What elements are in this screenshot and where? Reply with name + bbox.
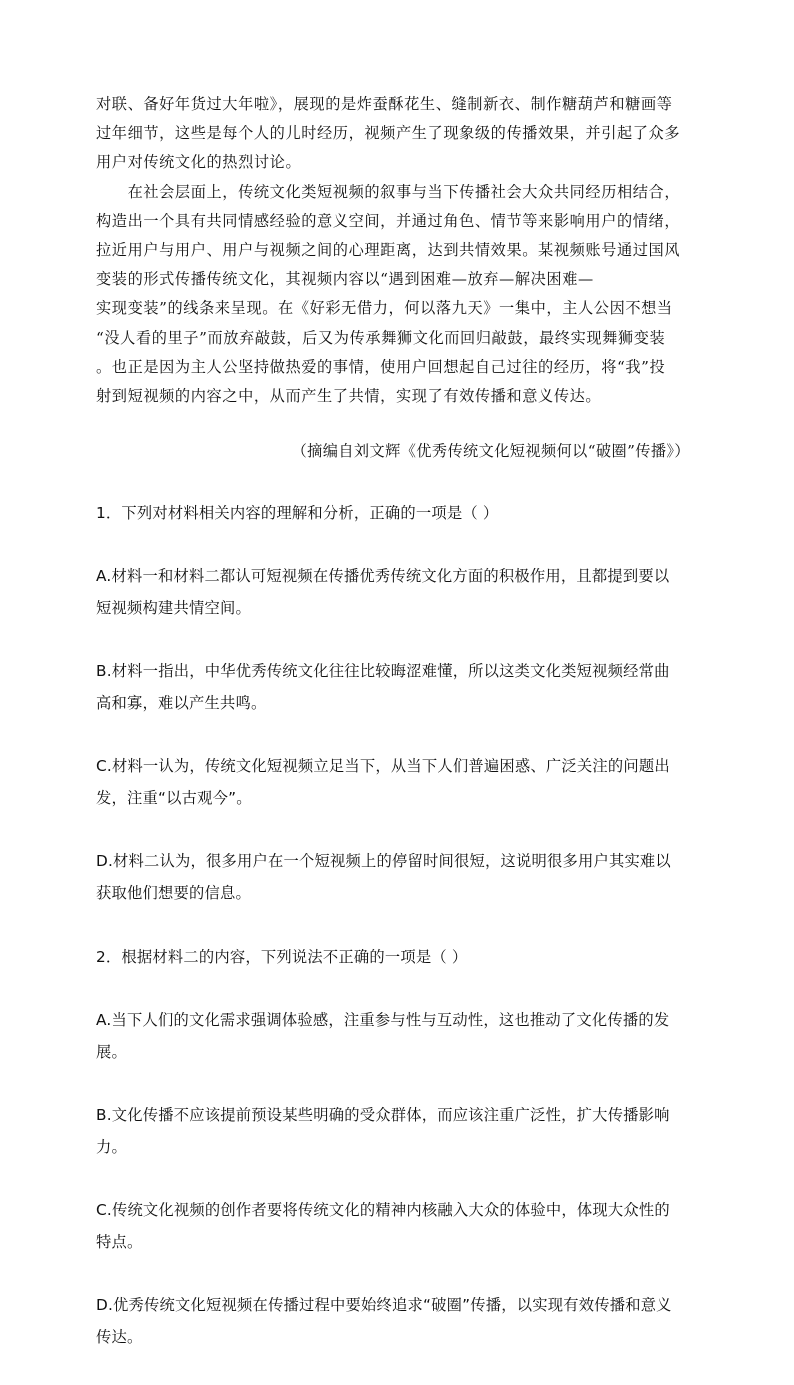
question-2-option-b: B.文化传播不应该提前预设某些明确的受众群体，而应该注重广泛性，扩大传播影响 力。 <box>96 1106 670 1156</box>
question-2-stem: 2．根据材料二的内容，下列说法不正确的一项是（ ） <box>96 947 468 966</box>
question-1-option-a: A.材料一和材料二都认可短视频在传播优秀传统文化方面的积极作用，且都提到要以 短视频构建共情空间。 <box>96 567 670 617</box>
question-2-option-d: D.优秀传统文化短视频在传播过程中要始终追求“破圈”传播，以实现有效传播和意义 传达。 <box>96 1296 672 1346</box>
question-2-option-c: C.传统文化视频的创作者要将传统文化的精神内核融入大众的体验中，体现大众性的 特点。 <box>96 1201 670 1251</box>
source-citation: （摘编自刘文辉《优秀传统文化短视频何以“破圈”传播》） <box>291 442 690 460</box>
question-list <box>96 466 694 1385</box>
question-1-option-d: D.材料二认为，很多用户在一个短视频上的停留时间很短，这说明很多用户其实难以 获取他们想要的信息。 <box>96 852 671 903</box>
question-1-option-c: C.材料一认为，传统文化短视频立足当下，从当下人们普遍困惑、广泛关注的问题出 发，注重“以古观今”。 <box>96 757 670 808</box>
reading-passage: 对联、备好年货过大年啦》，展现的是炸蚕酥花生、缝制新衣、制作糖葫芦和糖画等 过年细节，这些是每个人的儿时经历，视频产生了现象级的传播效果，并引起了众多 用户对传统文化的热烈讨论。 在社会层面上，传统文化类短视频的叙事与当下传播社会大众共同经历相结合， 构造出一个具有共同情感经验的意义空间，并通过角色、情节等来影响用户的情绪， 拉近用户与用户、用户与视频之间的心理距离，达到共情效果。某视频账号通过国风 变装的形式传播传统文化，其视频内容以“遇到困难—放弃—解决困难— 实现变装”的线条来呈现。在《好彩无借力，何以落九天》一集中，主人公因不想当 “没人看的里子”而放弃敲鼓，后又为传承舞狮文化而回归敲鼓，最终实现舞狮变装 。也正是因为主人公坚持做热爱的事情，使用户回想起自己过往的经历，将“我”投 射到短视频的内容之中，从而产生了共情，实现了有效传播和意义传达。 <box>96 95 681 406</box>
question-1-stem: 1．下列对材料相关内容的理解和分析，正确的一项是（ ） <box>96 503 499 522</box>
question-1-option-b: B.材料一指出，中华优秀传统文化往往比较晦涩难懂，所以这类文化类短视频经常曲 高和寡，难以产生共鸣。 <box>96 662 670 712</box>
question-2-option-a: A.当下人们的文化需求强调体验感，注重参与性与互动性，这也推动了文化传播的发 展。 <box>96 1010 670 1061</box>
